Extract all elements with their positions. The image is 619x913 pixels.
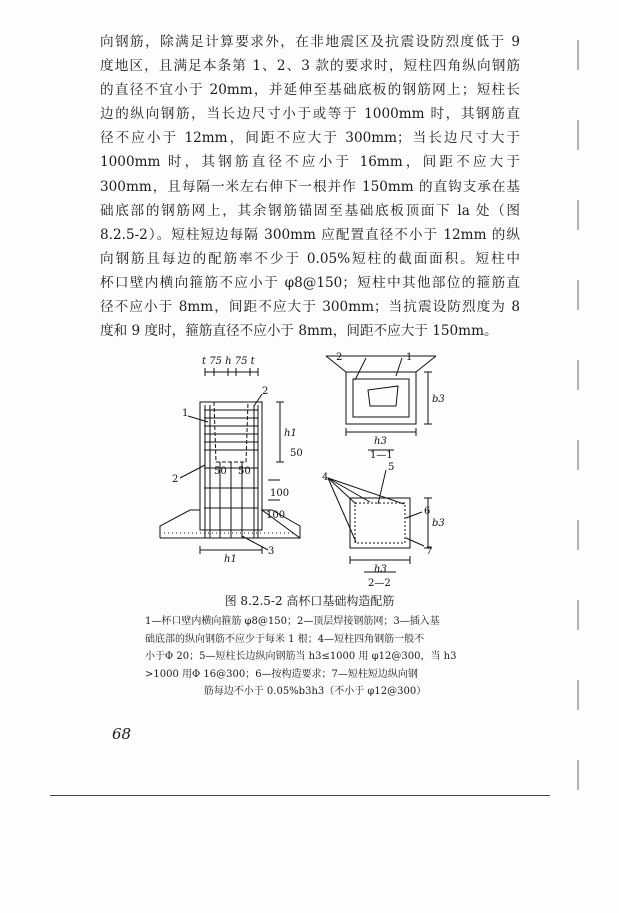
body-line: 础底部的钢筋网上，其余钢筋锚固至基础底板顶面下 la 处（图 [100, 202, 520, 219]
body-line: 8.2.5-2）。短柱短边每隔 300mm 应配置直径不小于 12mm 的纵 [100, 226, 520, 243]
dim-t75h75t: t 75 h 75 t [202, 356, 255, 367]
section-2-2-label: 2—2 [368, 578, 391, 589]
binding-edge-marks [574, 30, 582, 820]
body-line last: 度和 9 度时，箍筋直径不应小于 8mm，间距不应大于 150mm。 [100, 323, 498, 340]
body-line: 向钢筋，除满足计算要求外，在非地震区及抗震设防烈度低于 9 [100, 34, 520, 50]
label-h1-bottom: h1 [224, 554, 237, 565]
label-50c: 50 [290, 448, 303, 459]
label-50a: 50 [214, 466, 227, 477]
body-line: 的直径不宜小于 20mm，并延伸至基础底板的钢筋网上；短柱长 [100, 82, 520, 99]
caption-line: >1000 用Φ 16@300；6—按构造要求；7—短柱短边纵向钢 [145, 668, 418, 680]
label-1-sec: 1 [406, 352, 413, 363]
label-7: 7 [426, 546, 433, 557]
label-4: 4 [322, 472, 329, 483]
body-line: 300mm，且每隔一米左右伸下一根并作 150mm 的直钩支承在基 [100, 178, 520, 195]
caption-line: 小于Φ 20；5—短柱长边纵向钢筋当 h3≤1000 用 φ12@300，当 h3 [145, 651, 457, 663]
caption-line: 筋每边不小于 0.05%b3h3（不小于 φ12@300） [203, 686, 427, 698]
label-100a: 100 [270, 488, 290, 499]
label-b3-sec1: b3 [432, 394, 445, 405]
foundation-reinforcement-figure [150, 350, 470, 590]
body-paragraph [100, 30, 520, 343]
label-2-sec: 2 [336, 352, 343, 363]
figure-caption-title: 图 8.2.5-2 高杯口基础构造配筋 [224, 594, 395, 608]
caption-line: 础底部的纵向钢筋不应少于每米 1 根；4—短柱四角钢筋一般不 [145, 633, 425, 645]
body-line: 径不应小于 12mm，间距不应大于 300mm；当长边尺寸大于 [100, 130, 520, 147]
section-1-1-label: 1—1 [370, 450, 393, 461]
label-2-left: 2 [172, 474, 179, 485]
body-line: 边的纵向钢筋，当长边尺寸小于或等于 1000mm 时，其钢筋直 [100, 106, 520, 123]
label-b3-sec2: b3 [432, 518, 445, 529]
label-5: 5 [388, 462, 395, 473]
label-100b: 100 [266, 510, 286, 521]
elevation-view [160, 368, 300, 554]
body-line: 杯口壁内横向箍筋不应小于 φ8@150；短柱中其他部位的箍筋直 [100, 274, 520, 291]
label-h3-sec2: h3 [374, 564, 387, 575]
figure-caption-legend [145, 613, 485, 701]
label-2-top: 2 [262, 386, 269, 397]
label-h3-sec1: h3 [374, 436, 387, 447]
figure-labels [172, 352, 445, 589]
body-line: 度地区，且满足本条第 1、2、3 款的要求时，短柱四角纵向钢筋 [100, 58, 520, 75]
label-6: 6 [424, 506, 431, 517]
page-number: 68 [112, 725, 132, 743]
body-line: 径不应小于 8mm，间距不应大于 300mm；当抗震设防烈度为 8 [100, 299, 520, 316]
label-50b: 50 [238, 466, 251, 477]
label-h1-right: h1 [284, 428, 297, 439]
label-1-left: 1 [182, 408, 189, 419]
label-3: 3 [268, 546, 275, 557]
caption-line: 1—杯口壁内横向箍筋 φ8@150；2—顶层焊接钢筋网；3—插入基 [145, 616, 440, 627]
body-line: 1000mm 时，其钢筋直径不应小于 16mm，间距不应大于 [100, 154, 520, 171]
body-line: 向钢筋且每边的配筋率不少于 0.05%短柱的截面面积。短柱中 [100, 250, 520, 267]
scan-edge-line [50, 795, 550, 796]
section-2-2 [328, 470, 432, 572]
